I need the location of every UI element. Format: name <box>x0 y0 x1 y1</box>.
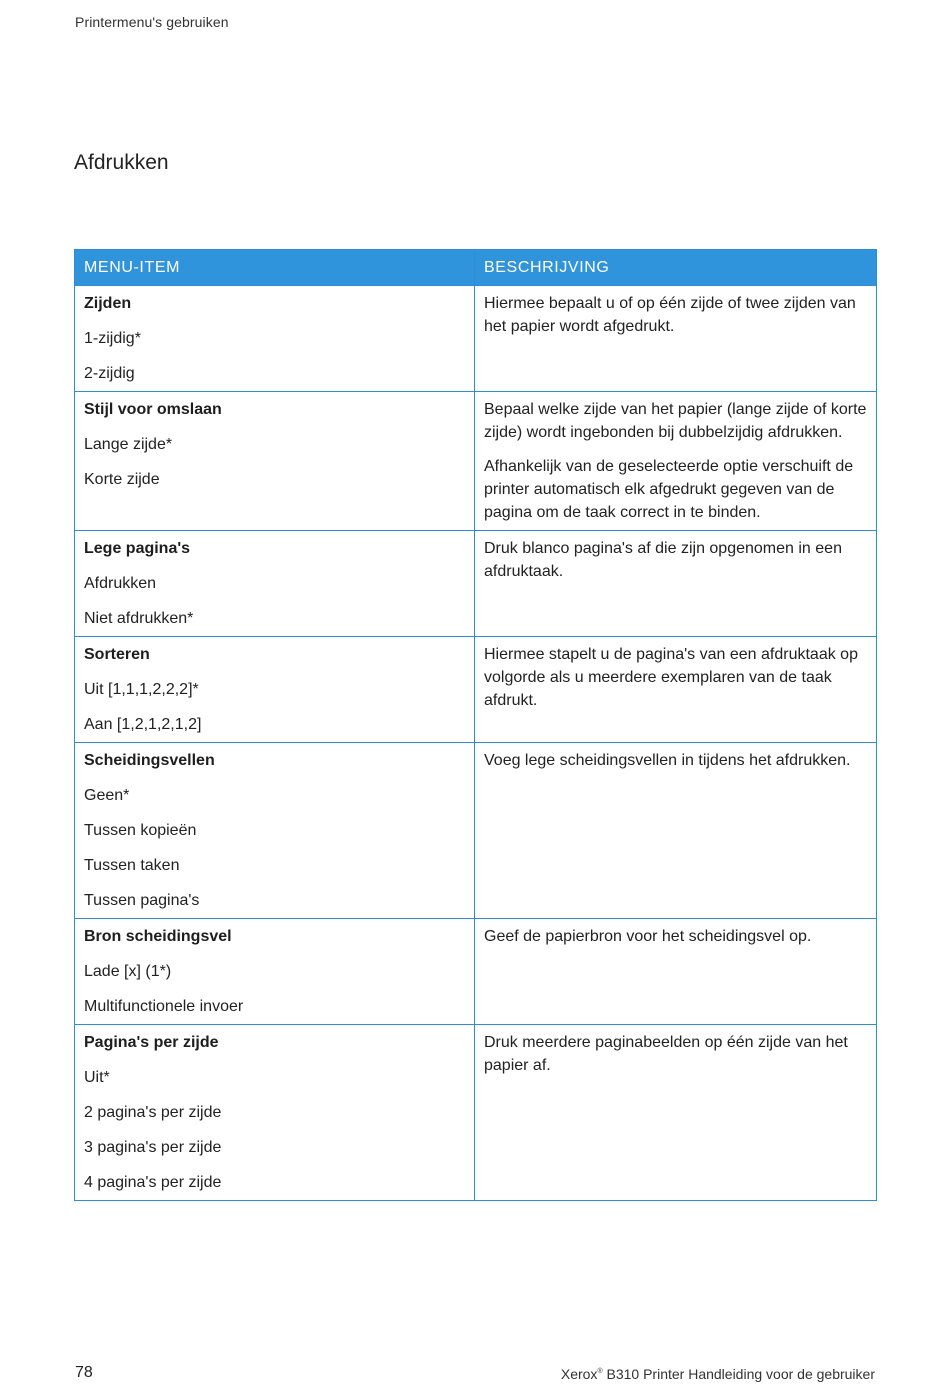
description-paragraph: Afhankelijk van de geselecteerde optie verschuift de printer automatisch elk afgedrukt gegeven van de pagina om de taak correct in te binden. <box>484 458 854 521</box>
description-cell <box>475 743 877 919</box>
menu-item-option: Afdrukken <box>84 575 157 592</box>
table-row <box>75 637 877 743</box>
description-paragraph: Druk meerdere paginabeelden op één zijde van het papier af. <box>484 1034 848 1074</box>
menu-item-option: Tussen taken <box>84 857 180 874</box>
description-cell <box>475 286 877 392</box>
menu-item-option: 3 pagina's per zijde <box>84 1139 222 1156</box>
menu-item-option: Tussen pagina's <box>84 892 200 909</box>
table-header-row <box>75 250 877 286</box>
menu-item-option: Lade [x] (1*) <box>84 963 172 980</box>
menu-item-option: 2-zijdig <box>84 365 135 382</box>
footer-document-title <box>561 1366 875 1382</box>
menu-item-cell <box>75 637 475 743</box>
menu-item-cell <box>75 919 475 1025</box>
description-paragraph: Voeg lege scheidingsvellen in tijdens het afdrukken. <box>484 752 851 769</box>
menu-item-option: Aan [1,2,1,2,1,2] <box>84 716 202 733</box>
menu-item-option: 4 pagina's per zijde <box>84 1174 222 1191</box>
table-row <box>75 392 877 531</box>
menu-item-option: Uit* <box>84 1069 110 1086</box>
menu-item-option: Korte zijde <box>84 471 160 488</box>
description-paragraph: Hiermee bepaalt u of op één zijde of twee zijden van het papier wordt afgedrukt. <box>484 295 856 335</box>
menu-item-cell <box>75 392 475 531</box>
description-cell <box>475 637 877 743</box>
menu-item-name: Bron scheidingsvel <box>84 928 232 945</box>
footer-doc-title: B310 Printer Handleiding voor de gebruiker <box>602 1366 875 1382</box>
menu-item-name: Stijl voor omslaan <box>84 401 222 418</box>
menu-item-option: Multifunctionele invoer <box>84 998 244 1015</box>
menu-item-cell <box>75 1025 475 1201</box>
table-row <box>75 1025 877 1201</box>
description-paragraph: Hiermee stapelt u de pagina's van een afdruktaak op volgorde als u meerdere exemplaren van de taak afdrukt. <box>484 646 858 709</box>
trademark-symbol: ® <box>597 1368 603 1375</box>
column-header-menu-item: MENU-ITEM <box>75 250 475 286</box>
description-paragraph: Druk blanco pagina's af die zijn opgenomen in een afdruktaak. <box>484 540 842 580</box>
description-paragraph: Bepaal welke zijde van het papier (lange zijde of korte zijde) wordt ingebonden bij dubbelzijdig afdrukken. <box>484 401 867 441</box>
menu-item-option: Lange zijde* <box>84 436 173 453</box>
description-paragraph: Geef de papierbron voor het scheidingsvel op. <box>484 928 812 945</box>
menu-item-cell <box>75 531 475 637</box>
menu-table <box>74 249 877 1201</box>
table-row <box>75 531 877 637</box>
table-body <box>75 286 877 1201</box>
menu-item-name: Lege pagina's <box>84 540 191 557</box>
running-header: Printermenu's gebruiken <box>75 14 229 30</box>
menu-item-name: Sorteren <box>84 646 150 663</box>
description-cell <box>475 392 877 531</box>
column-header-description: BESCHRIJVING <box>475 250 877 286</box>
page-number: 78 <box>75 1364 93 1381</box>
menu-item-option: 2 pagina's per zijde <box>84 1104 222 1121</box>
table-row <box>75 286 877 392</box>
menu-item-cell <box>75 286 475 392</box>
description-cell <box>475 919 877 1025</box>
menu-item-option: 1-zijdig* <box>84 330 141 347</box>
table-row <box>75 743 877 919</box>
menu-item-option: Niet afdrukken* <box>84 610 194 627</box>
menu-item-name: Zijden <box>84 295 132 312</box>
table-row <box>75 919 877 1025</box>
menu-item-option: Geen* <box>84 787 130 804</box>
section-title: Afdrukken <box>74 151 169 174</box>
description-cell <box>475 1025 877 1201</box>
menu-item-cell <box>75 743 475 919</box>
menu-item-name: Scheidingsvellen <box>84 752 215 769</box>
menu-item-name: Pagina's per zijde <box>84 1034 219 1051</box>
menu-item-option: Tussen kopieën <box>84 822 197 839</box>
description-cell <box>475 531 877 637</box>
footer-brand: Xerox <box>560 1366 598 1382</box>
menu-item-option: Uit [1,1,1,2,2,2]* <box>84 681 199 698</box>
